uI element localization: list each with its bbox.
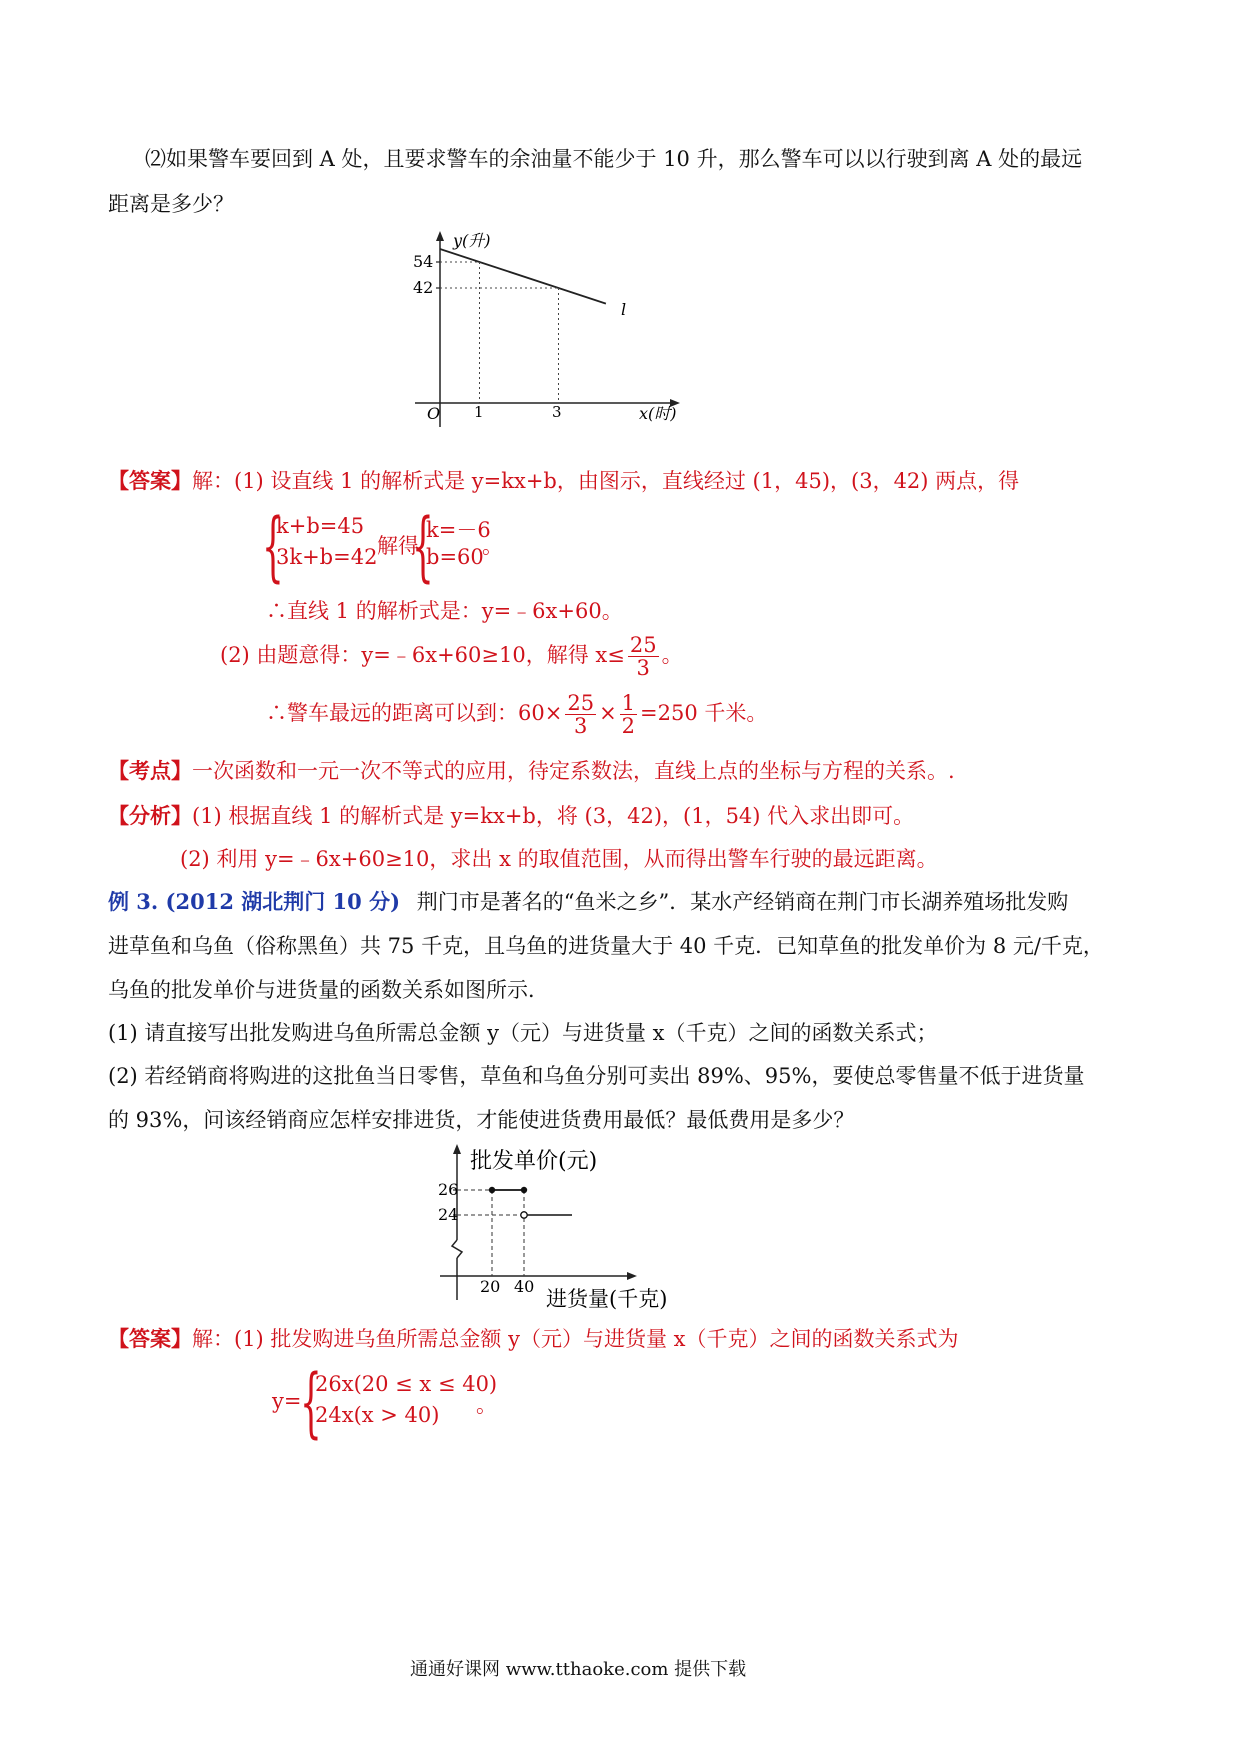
x-axis-arrow bbox=[627, 1272, 637, 1280]
fenxi-line2: (2) 利用 y=﹣6x+60≥10，求出 x 的取值范围，从而得出警车行驶的最远距离。 bbox=[180, 847, 938, 871]
system-brace-left: { bbox=[262, 501, 284, 590]
answer-2-text: 解：(1) 批发购进乌鱼所需总金额 y（元）与进货量 x（千克）之间的函数关系式为 bbox=[192, 1327, 959, 1351]
closed-point-40-26 bbox=[521, 1187, 527, 1193]
price-step-chart bbox=[430, 1140, 690, 1315]
piecewise-case-1: 26x(20 ≤ x ≤ 40) bbox=[315, 1372, 498, 1396]
fraction-25-3 bbox=[628, 634, 659, 679]
fraction-numerator: 1 bbox=[621, 691, 636, 715]
distance-text: ∴警车最远的距离可以到：60× bbox=[266, 701, 563, 725]
example3-question-2b: 的 93%，问该经销商应怎样安排进货，才能使进货费用最低？最低费用是多少？ bbox=[108, 1108, 855, 1132]
series-line-l bbox=[440, 249, 606, 304]
example3-text-1: 荆门市是著名的“鱼米之乡”．某水产经销商在荆门市长湖养殖场批发购 bbox=[416, 890, 1069, 914]
system-eq-2: 3k+b=42 bbox=[276, 545, 378, 569]
kaodian-text: 一次函数和一元一次不等式的应用，待定系数法，直线上点的坐标与方程的关系。. bbox=[192, 759, 955, 783]
example3-line3: 乌鱼的批发单价与进货量的函数关系如图所示． bbox=[108, 978, 549, 1002]
inequality-end: 。 bbox=[661, 643, 683, 667]
example3-question-1: (1) 请直接写出批发购进乌鱼所需总金额 y（元）与进货量 x（千克）之间的函数关系式； bbox=[108, 1021, 938, 1045]
y-tick-label-26: 26 bbox=[438, 1180, 459, 1199]
y-tick-label-42: 42 bbox=[413, 278, 434, 297]
closed-point-20-26 bbox=[489, 1187, 495, 1193]
fraction-denominator: 3 bbox=[636, 656, 650, 680]
x-axis-label: x(时) bbox=[639, 404, 677, 423]
x-tick-label-20: 20 bbox=[480, 1277, 501, 1296]
y-axis-label: 批发单价(元) bbox=[470, 1149, 598, 1174]
system-eq-1: k+b=45 bbox=[276, 514, 365, 538]
x-axis-label: 进货量(千克) bbox=[546, 1287, 668, 1311]
solution-brace: { bbox=[412, 501, 434, 590]
inequality-line bbox=[220, 634, 683, 679]
piecewise-end: 。 bbox=[476, 1393, 497, 1417]
answer-1-line1 bbox=[108, 465, 1019, 495]
solution-end: 。 bbox=[482, 534, 503, 558]
x-tick-label-3: 3 bbox=[552, 403, 562, 421]
answer-tag: 【答案】 bbox=[108, 468, 192, 493]
y-axis-arrow bbox=[453, 1144, 461, 1154]
distance-result: =250 千米。 bbox=[640, 701, 768, 725]
answer-2-line1 bbox=[108, 1323, 958, 1353]
distance-line bbox=[266, 692, 767, 737]
open-point-40-24 bbox=[521, 1212, 527, 1218]
x-tick-label-40: 40 bbox=[514, 1277, 535, 1296]
piecewise-case-2: 24x(x > 40) bbox=[315, 1403, 440, 1427]
fraction-numerator: 25 bbox=[567, 691, 595, 715]
fraction-25-3-b bbox=[565, 692, 596, 737]
question-2-line2: 距离是多少？ bbox=[108, 192, 234, 216]
fraction-numerator: 25 bbox=[629, 633, 657, 657]
x-tick-label-1: 1 bbox=[474, 403, 484, 421]
fenxi-text-1: (1) 根据直线 1 的解析式是 y=kx+b，将 (3，42)，(1，54) 代入求出即可。 bbox=[192, 804, 915, 828]
fenxi-tag: 【分析】 bbox=[108, 803, 192, 828]
times-sign: × bbox=[599, 701, 617, 725]
kaodian-tag: 【考点】 bbox=[108, 758, 192, 783]
solution-b: b=60 bbox=[426, 545, 484, 569]
answer-tag: 【答案】 bbox=[108, 1326, 192, 1351]
example3-line1 bbox=[108, 886, 1068, 916]
y-axis-label: y(升) bbox=[453, 231, 491, 250]
piecewise-y: y= bbox=[272, 1389, 302, 1413]
fraction-denominator: 2 bbox=[621, 714, 636, 738]
example3-line2: 进草鱼和乌鱼（俗称黑鱼）共 75 千克，且乌鱼的进货量大于 40 千克．已知草鱼的批发单价为 8 元/千克， bbox=[108, 934, 1104, 958]
question-2-line1: ⑵如果警车要回到 A 处，且要求警车的余油量不能少于 10 升，那么警车可以以行驶到离 A 处的最远 bbox=[145, 147, 1083, 171]
line-equation-result: ∴直线 1 的解析式是：y=﹣6x+60。 bbox=[266, 599, 623, 623]
inequality-text: (2) 由题意得：y=﹣6x+60≥10，解得 x≤ bbox=[220, 643, 625, 667]
y-tick-label-54: 54 bbox=[413, 252, 434, 271]
y-tick-label-24: 24 bbox=[438, 1205, 459, 1224]
fraction-denominator: 3 bbox=[574, 714, 588, 738]
example3-title: 例 3. (2012 湖北荆门 10 分) bbox=[108, 889, 401, 914]
piecewise-brace: { bbox=[300, 1357, 322, 1446]
line-l-label: l bbox=[621, 300, 627, 319]
origin-label: O bbox=[427, 404, 441, 423]
footer-text: 通通好课网 www.tthaoke.com 提供下载 bbox=[410, 1659, 747, 1680]
example3-question-2a: (2) 若经销商将购进的这批鱼当日零售，草鱼和乌鱼分别可卖出 89%、95%，要使总零售量不低于进货量 bbox=[108, 1064, 1085, 1088]
fenxi-line1 bbox=[108, 800, 914, 830]
solution-k: k=－6 bbox=[426, 518, 491, 542]
y-axis-arrow bbox=[436, 231, 444, 241]
axis-break-icon bbox=[452, 1240, 462, 1258]
fraction-1-2 bbox=[620, 692, 637, 737]
solve-text: ，解得 bbox=[356, 534, 419, 558]
fuel-line-chart bbox=[405, 225, 705, 435]
answer-1-text: 解：(1) 设直线 1 的解析式是 y=kx+b，由图示，直线经过 (1，45)，(3，42) 两点，得 bbox=[192, 469, 1020, 493]
kaodian-line bbox=[108, 755, 955, 785]
